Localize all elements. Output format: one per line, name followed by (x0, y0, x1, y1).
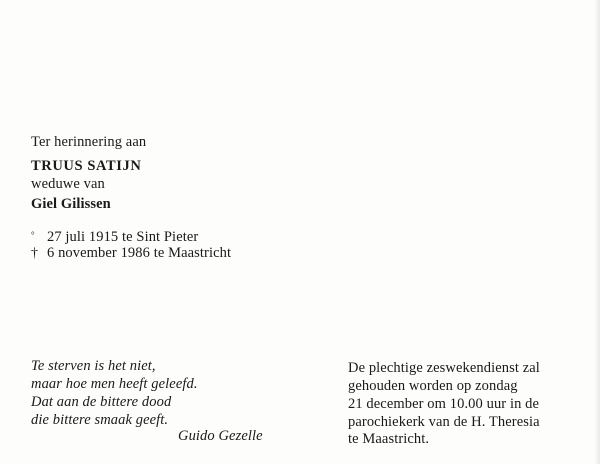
poem-line: Dat aan de bittere dood (31, 394, 172, 410)
intro-text: Ter herinnering aan (31, 134, 147, 150)
deceased-name: TRUUS SATIJN (31, 158, 142, 174)
death-text: 6 november 1986 te Maastricht (47, 245, 232, 261)
service-line: 21 december om 10.00 uur in de (348, 396, 540, 412)
spouse-name: Giel Gilissen (31, 196, 111, 212)
service-line: te Maastricht. (348, 431, 430, 447)
poem-author: Guido Gezelle (178, 428, 263, 444)
poem-line: Te sterven is het niet, (31, 358, 156, 374)
service-line: parochiekerk van de H. Theresia (348, 414, 540, 430)
service-line: gehouden worden op zondag (348, 378, 518, 394)
service-line: De plechtige zeswekendienst zal (348, 360, 540, 376)
poem-line: die bittere smaak geeft. (31, 412, 169, 428)
relation-text: weduwe van (31, 176, 105, 192)
death-line (31, 243, 231, 264)
poem-line: maar hoe men heeft geleefd. (31, 376, 198, 392)
scan-edge-shadow (594, 0, 600, 464)
birth-text: 27 juli 1915 te Sint Pieter (47, 229, 199, 245)
birth-circle-icon: ° (31, 230, 35, 240)
dagger-icon: † (31, 246, 39, 261)
